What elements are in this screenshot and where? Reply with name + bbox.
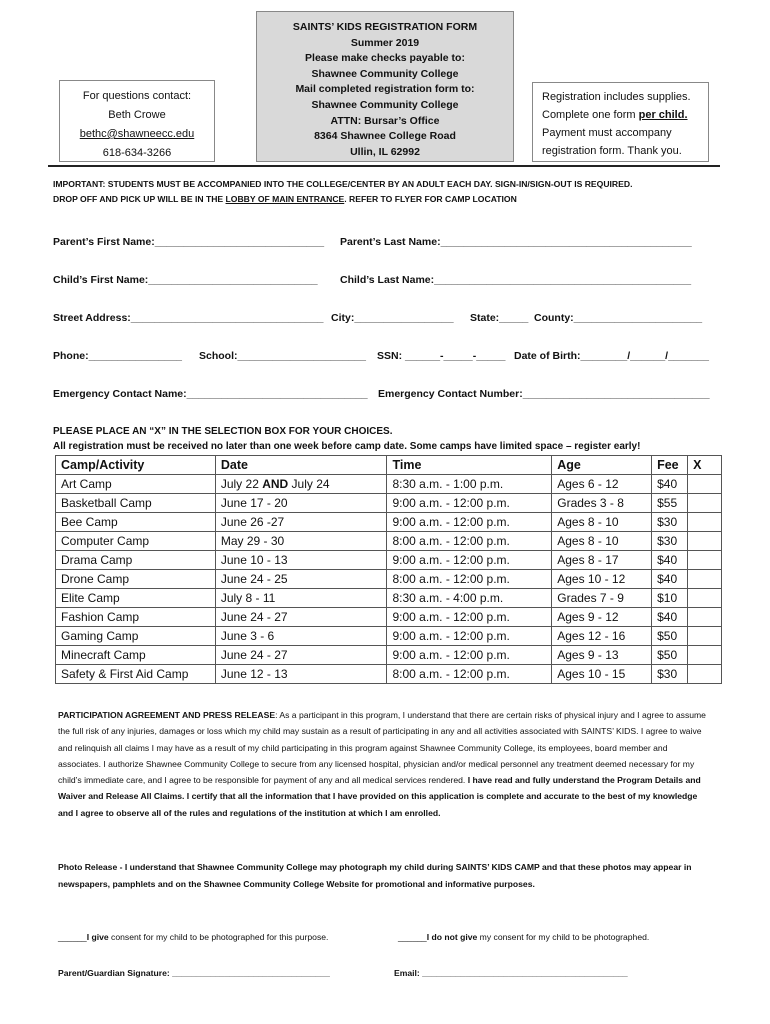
time-cell: 8:00 a.m. - 12:00 p.m. — [387, 532, 552, 551]
fee-cell: $40 — [652, 608, 688, 627]
date-text: June 10 - 13 — [220, 553, 288, 567]
agreement-heading: PARTICIPATION AGREEMENT AND PRESS RELEASE — [58, 710, 276, 720]
per-child-emphasis: per child. — [638, 109, 688, 121]
selection-box[interactable] — [688, 532, 722, 551]
selection-box[interactable] — [688, 494, 722, 513]
fee-cell: $30 — [652, 513, 688, 532]
date-cell — [215, 513, 387, 532]
camp-name-cell: Art Camp — [56, 475, 216, 494]
selection-box[interactable] — [688, 513, 722, 532]
time-cell: 9:00 a.m. - 12:00 p.m. — [387, 551, 552, 570]
age-cell: Ages 8 - 10 — [552, 513, 652, 532]
header-line: 8364 Shawnee College Road — [314, 130, 456, 143]
header-line: Please make checks payable to: — [305, 52, 465, 65]
contact-box — [59, 80, 215, 162]
date-text: June 24 - 27 — [220, 610, 288, 624]
table-row — [56, 513, 722, 532]
important-text: DROP OFF AND PICK UP WILL BE IN THE — [53, 194, 226, 204]
age-cell: Ages 9 - 12 — [552, 608, 652, 627]
date-cell — [215, 475, 387, 494]
camp-rows — [56, 475, 722, 684]
consent-blank[interactable]: ______ — [58, 932, 87, 942]
form-season: Summer 2019 — [350, 36, 420, 49]
selection-box[interactable] — [688, 608, 722, 627]
header-line: Shawnee Community College — [311, 67, 459, 80]
date-text: June 12 - 13 — [220, 667, 288, 681]
selection-box[interactable] — [688, 627, 722, 646]
important-text: . REFER TO FLYER FOR CAMP LOCATION — [344, 194, 517, 204]
fee-cell: $40 — [652, 551, 688, 570]
selection-box[interactable] — [688, 665, 722, 684]
date-emphasis: AND — [262, 477, 289, 491]
table-row — [56, 608, 722, 627]
age-cell: Ages 10 - 12 — [552, 570, 652, 589]
date-cell — [215, 627, 387, 646]
email-field[interactable]: Email: ___________________________________________ — [394, 968, 628, 978]
important-line — [53, 192, 723, 207]
date-text: June 24 - 25 — [220, 572, 288, 586]
selection-box[interactable] — [688, 475, 722, 494]
date-text: June 17 - 20 — [220, 496, 288, 510]
agreement-body: : As a participant in this program, I understand that there are certain risks of physical injury and I agree to assume the full risk of any injuries, damages or loss which my child may sustain as a result of participating in any and all activities associated with SAINTS’ KIDS. I agree to waive and relinquish all claims I may have as a result of my child participating in this program against Shawnee Community College, its employees, board member and associates. I authorize Shawnee Community College to secure from any licensed hospital, physician and/or medical personnel any treatment deemed necessary for my child’s immediate care, and I agree to be responsible for payment of any and all medical services rendered. — [58, 710, 706, 786]
reg-line: registration form. Thank you. — [542, 145, 682, 157]
age-cell: Ages 12 - 16 — [552, 627, 652, 646]
camp-name-cell: Basketball Camp — [56, 494, 216, 513]
fee-cell: $50 — [652, 646, 688, 665]
parent-signature-field[interactable]: Parent/Guardian Signature: _________________________________ — [58, 968, 330, 978]
selection-instructions — [53, 424, 733, 454]
table-row — [56, 494, 722, 513]
fee-cell: $30 — [652, 532, 688, 551]
date-text: June 3 - 6 — [220, 629, 275, 643]
selection-line: All registration must be received no later than one week before camp date. Some camps have limited space – register early! — [53, 441, 641, 452]
form-header — [256, 11, 514, 162]
participation-agreement — [58, 707, 706, 821]
reg-line: Payment must accompany — [542, 127, 672, 139]
camp-name-cell: Gaming Camp — [56, 627, 216, 646]
time-cell: 9:00 a.m. - 12:00 p.m. — [387, 513, 552, 532]
header-line: ATTN: Bursar’s Office — [330, 114, 440, 127]
reg-line: Registration includes supplies. — [542, 91, 691, 103]
age-cell: Ages 8 - 10 — [552, 532, 652, 551]
column-header: Age — [552, 456, 652, 475]
date-cell — [215, 589, 387, 608]
contact-email[interactable]: bethc@shawneecc.edu — [79, 128, 195, 140]
agreement-certification: I have read and fully understand the Program Details and Waiver and Release All Claims. I certify that all the information that I have provided on this application is complete and accurate to the best of my knowledge and I agree to observe all of the rules and regulations of the institution at which I am enrolled. — [58, 775, 701, 818]
time-cell: 9:00 a.m. - 12:00 p.m. — [387, 646, 552, 665]
camp-name-cell: Drama Camp — [56, 551, 216, 570]
date-text: July 8 - 11 — [220, 591, 276, 605]
column-header: Fee — [652, 456, 688, 475]
time-cell: 8:30 a.m. - 1:00 p.m. — [387, 475, 552, 494]
reg-line — [542, 106, 708, 124]
table-row — [56, 570, 722, 589]
reg-text: Complete one form — [542, 109, 639, 121]
give-consent-option[interactable] — [58, 932, 328, 942]
fee-cell: $30 — [652, 665, 688, 684]
selection-box[interactable] — [688, 570, 722, 589]
city-field[interactable]: City:_________________ — [331, 312, 454, 324]
table-row — [56, 665, 722, 684]
date-cell — [215, 570, 387, 589]
camp-name-cell: Drone Camp — [56, 570, 216, 589]
date-text: June 26 -27 — [220, 515, 285, 529]
time-cell: 8:30 a.m. - 4:00 p.m. — [387, 589, 552, 608]
date-cell — [215, 665, 387, 684]
ssn-field[interactable]: SSN: ______-_____-_____ — [377, 350, 506, 362]
age-cell: Grades 7 - 9 — [552, 589, 652, 608]
table-header-row — [56, 456, 722, 475]
header-line: Mail completed registration form to: — [295, 83, 475, 96]
age-cell: Grades 3 - 8 — [552, 494, 652, 513]
give-text: consent for my child to be photographed for this purpose. — [108, 932, 329, 942]
camp-name-cell: Bee Camp — [56, 513, 216, 532]
header-divider — [48, 165, 720, 167]
photo-release: Photo Release - I understand that Shawnee Community College may photograph my child during SAINTS’ KIDS CAMP and that these photos may appear in newspapers, pamphlets and on the Shawnee Community College Website for promotional and informative purposes. — [58, 862, 692, 889]
school-field[interactable]: School:______________________ — [199, 350, 366, 362]
selection-box[interactable] — [688, 551, 722, 570]
date-text: June 24 - 27 — [220, 648, 288, 662]
time-cell: 8:00 a.m. - 12:00 p.m. — [387, 570, 552, 589]
camp-name-cell: Computer Camp — [56, 532, 216, 551]
table-row — [56, 589, 722, 608]
contact-heading: For questions contact: — [82, 90, 192, 102]
time-cell: 9:00 a.m. - 12:00 p.m. — [387, 627, 552, 646]
date-text: July 24 — [288, 477, 330, 491]
contact-phone: 618-634-3266 — [102, 147, 172, 159]
column-header: X — [688, 456, 722, 475]
camp-name-cell: Safety & First Aid Camp — [56, 665, 216, 684]
column-header: Date — [215, 456, 387, 475]
column-header: Camp/Activity — [56, 456, 216, 475]
registration-info-box — [532, 82, 709, 162]
table-row — [56, 646, 722, 665]
table-row — [56, 551, 722, 570]
selection-box[interactable] — [688, 589, 722, 608]
date-text: July 22 — [220, 477, 263, 491]
county-field[interactable]: County:______________________ — [534, 312, 703, 324]
lobby-emphasis: LOBBY OF MAIN ENTRANCE — [225, 194, 345, 204]
date-cell — [215, 551, 387, 570]
date-cell — [215, 494, 387, 513]
selection-line: PLEASE PLACE AN “X” IN THE SELECTION BOX FOR YOUR CHOICES. — [53, 426, 393, 437]
header-line: Ullin, IL 62992 — [350, 145, 420, 158]
age-cell: Ages 10 - 15 — [552, 665, 652, 684]
give-label: I give — [86, 932, 109, 942]
street-address-field[interactable]: Street Address:_________________________________ — [53, 312, 324, 324]
contact-name: Beth Crowe — [108, 109, 166, 121]
age-cell: Ages 6 - 12 — [552, 475, 652, 494]
emergency-contact-number-field[interactable]: Emergency Contact Number:________________________________ — [378, 388, 710, 400]
time-cell: 9:00 a.m. - 12:00 p.m. — [387, 608, 552, 627]
camp-name-cell: Elite Camp — [56, 589, 216, 608]
do-not-give-label: I do not give — [426, 932, 478, 942]
selection-box[interactable] — [688, 646, 722, 665]
parent-last-name-field[interactable]: Parent’s Last Name:___________________________________________ — [340, 236, 692, 248]
fee-cell: $50 — [652, 627, 688, 646]
fee-cell: $40 — [652, 570, 688, 589]
table-row — [56, 475, 722, 494]
state-field[interactable]: State:_____ — [470, 312, 529, 324]
table-row — [56, 627, 722, 646]
date-cell — [215, 608, 387, 627]
date-text: May 29 - 30 — [220, 534, 285, 548]
important-notice — [53, 177, 723, 207]
age-cell: Ages 9 - 13 — [552, 646, 652, 665]
child-first-name-field[interactable]: Child’s First Name:_____________________________ — [53, 274, 318, 286]
camp-name-cell: Minecraft Camp — [56, 646, 216, 665]
time-cell: 9:00 a.m. - 12:00 p.m. — [387, 494, 552, 513]
header-line: Shawnee Community College — [311, 98, 459, 111]
child-last-name-field[interactable]: Child’s Last Name:____________________________________________ — [340, 274, 692, 286]
do-not-give-text: my consent for my child to be photographed. — [477, 932, 650, 942]
phone-field[interactable]: Phone:________________ — [53, 350, 183, 362]
camp-selection-table — [55, 455, 722, 684]
time-cell: 8:00 a.m. - 12:00 p.m. — [387, 665, 552, 684]
age-cell: Ages 8 - 17 — [552, 551, 652, 570]
column-header: Time — [387, 456, 552, 475]
deny-consent-option[interactable] — [398, 932, 649, 942]
consent-blank[interactable]: ______ — [398, 932, 427, 942]
emergency-contact-name-field[interactable]: Emergency Contact Name:_______________________________ — [53, 388, 368, 400]
form-title: SAINTS’ KIDS REGISTRATION FORM — [292, 21, 478, 33]
date-of-birth-field[interactable]: Date of Birth:________/______/_______ — [514, 350, 709, 362]
camp-name-cell: Fashion Camp — [56, 608, 216, 627]
parent-first-name-field[interactable]: Parent’s First Name:_____________________________ — [53, 236, 325, 248]
date-cell — [215, 532, 387, 551]
important-line: IMPORTANT: STUDENTS MUST BE ACCOMPANIED INTO THE COLLEGE/CENTER BY AN ADULT EACH DAY. SIGN-IN/SIGN-OUT IS REQUIRED. — [53, 179, 633, 189]
date-cell — [215, 646, 387, 665]
fee-cell: $55 — [652, 494, 688, 513]
table-row — [56, 532, 722, 551]
fee-cell: $10 — [652, 589, 688, 608]
fee-cell: $40 — [652, 475, 688, 494]
